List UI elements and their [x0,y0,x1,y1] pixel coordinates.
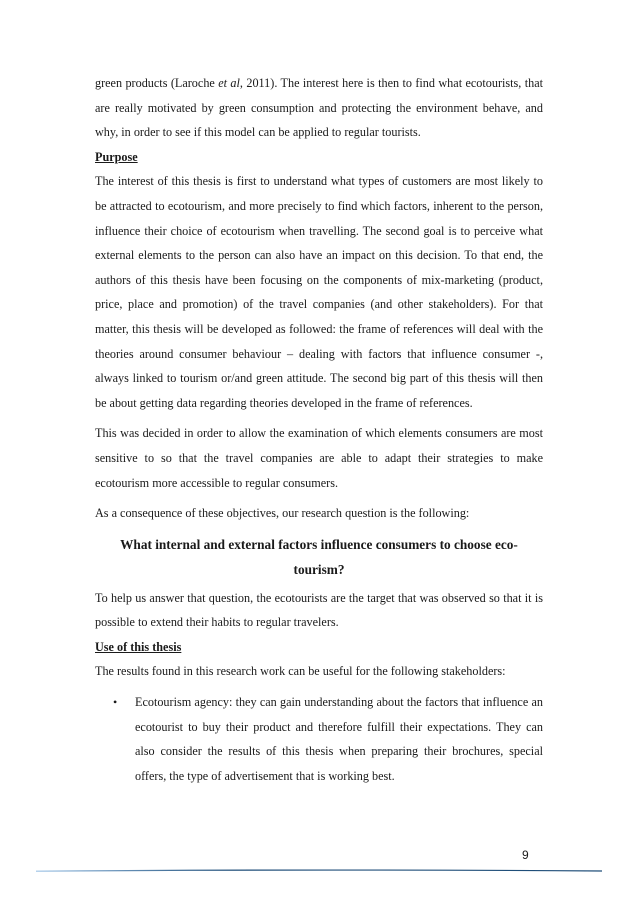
footer-rule [36,868,602,872]
bullet-icon: • [113,695,118,710]
page-number: 9 [522,848,529,862]
purpose-paragraph-4: To help us answer that question, the ecotourists are the target that was observed so that it is possible to extend their habits to regular travelers. [95,590,543,630]
use-intro: The results found in this research work can be useful for the following stakeholders: [95,664,506,679]
intro-text-end: , 2011). The interest here is then to find what ecotourists, that are really motivated by green consumption and protecting the environment behave, and why, in order to see if this model can be applied to regular tourists. [95,76,544,140]
intro-citation-italic: et al [218,76,240,90]
purpose-paragraph-1: The interest of this thesis is first to understand what types of customers are most likely to be attracted to ecotourism, and more precisely to find which factors, inherent to the person, influence their choice of ecotourism when travelling. The second goal is to perceive what external elements to the person can also have an impact on this decision. To that end, the authors of this thesis have been focusing on the components of mix-marketing (product, price, place and promotion) of the travel companies (and other stakeholders). For that matter, this thesis will be developed as followed: the frame of references will deal with the theories around consumer behaviour – dealing with factors that influence consumer -, always linked to tourism or/and green attitude. The second big part of this thesis will then be about getting data regarding theories developed in the frame of references. [95,174,543,410]
use-heading: Use of this thesis [95,639,182,654]
research-question [95,532,543,582]
intro-paragraph [95,71,543,145]
purpose-paragraph-3: As a consequence of these objectives, our research question is the following: [95,506,470,521]
page-body [95,71,543,788]
stakeholder-list [95,690,543,788]
list-item [95,690,543,788]
research-question-line-2: tourism? [293,561,345,577]
list-item-text: Ecotourism agency: they can gain understanding about the factors that influence an ecotourist to buy their product and therefore fulfill their expectations. They can also consider the results of this thesis when preparing their brochures, special offers, the type of advertisement that is working best. [135,695,543,783]
intro-text-start: green products (Laroche [95,76,219,90]
purpose-paragraph-2: This was decided in order to allow the examination of which elements consumers are most sensitive to so that the travel companies are able to adapt their strategies to make ecotourism more accessible to regular consumers. [95,426,543,490]
purpose-heading: Purpose [95,149,138,164]
research-question-line-1: What internal and external factors influence consumers to choose eco- [120,536,518,552]
